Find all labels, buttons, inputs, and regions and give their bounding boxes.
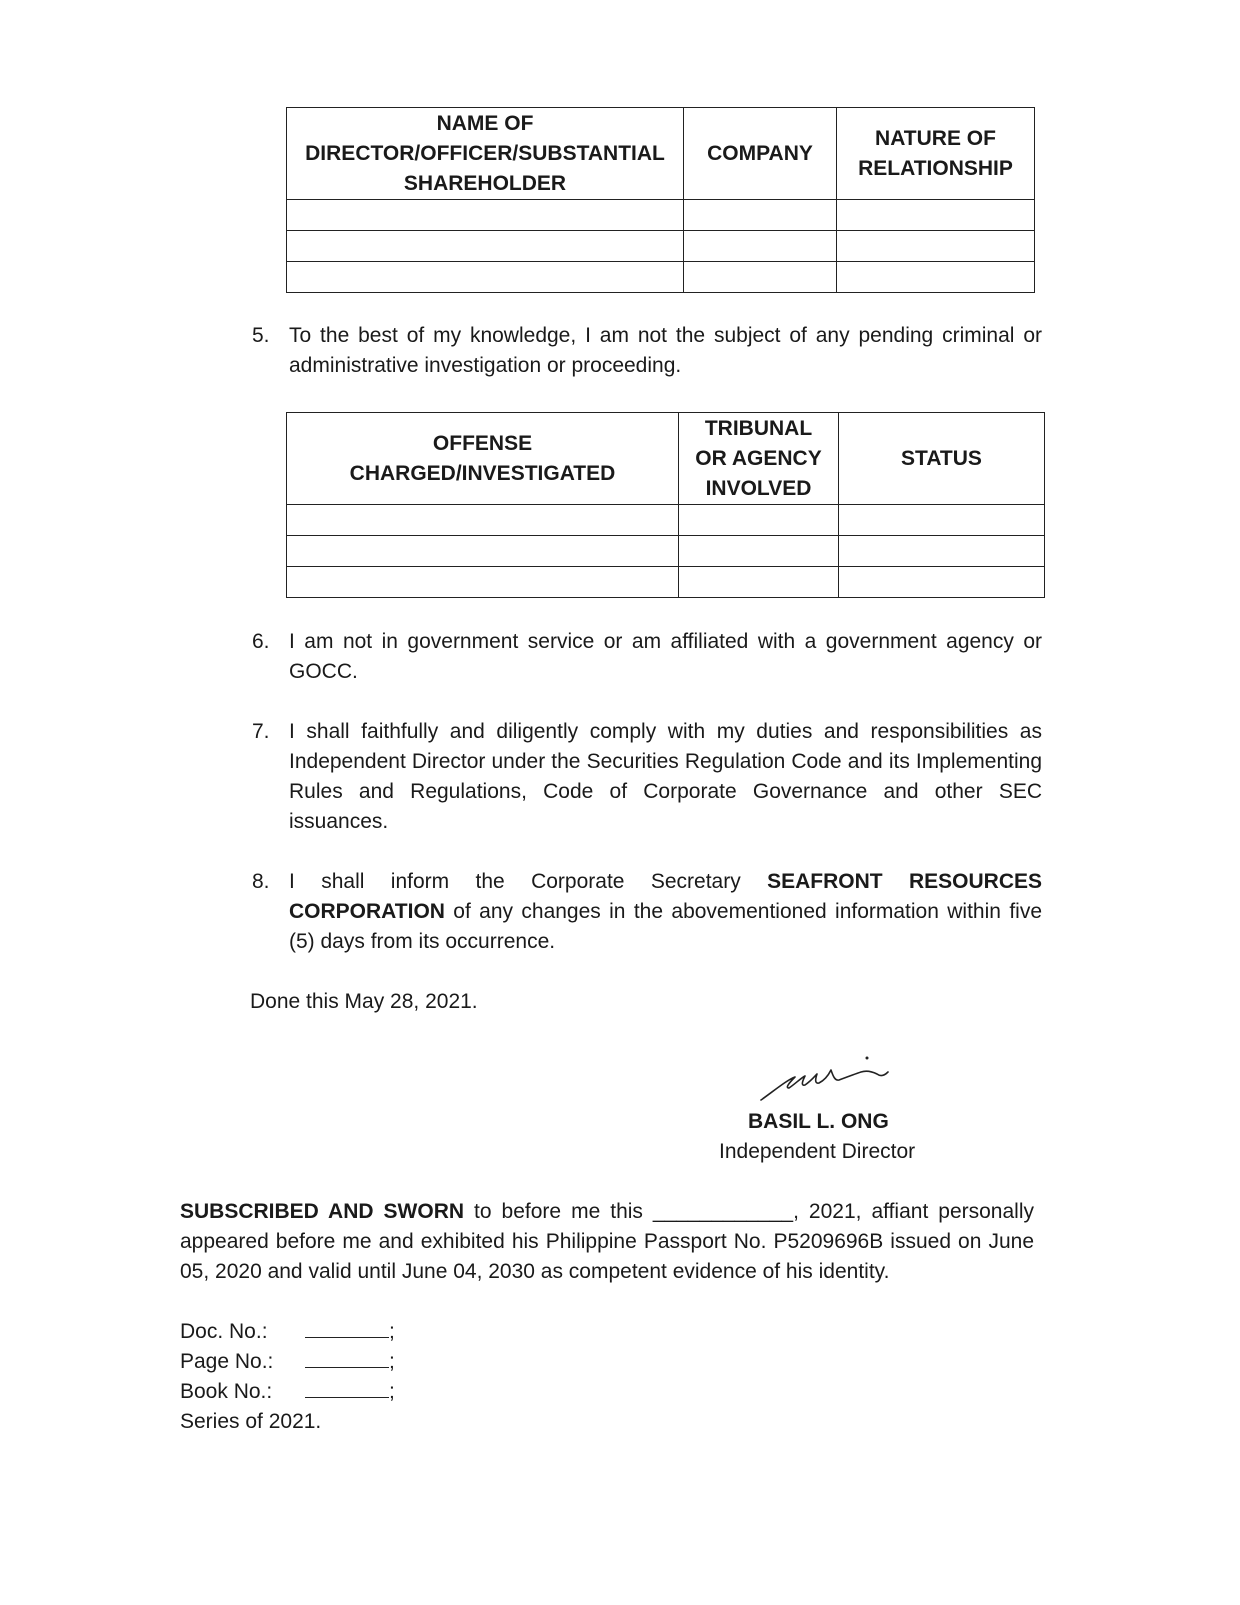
item-8 (252, 867, 1042, 957)
page-no-label: Page No.: (180, 1350, 274, 1373)
table-cell (287, 200, 684, 231)
table-row (287, 200, 1035, 231)
offense-table (286, 412, 1045, 598)
table-row (287, 505, 1045, 536)
relationship-table (286, 107, 1035, 293)
item-number: 6. (252, 630, 270, 653)
table-row (287, 262, 1035, 293)
table-cell (287, 505, 679, 536)
column-header-status: STATUS (839, 413, 1045, 505)
separator: ; (389, 1320, 395, 1343)
table-row (287, 231, 1035, 262)
item-6 (252, 627, 1042, 687)
item-text: I am not in government service or am affiliated with a government agency or GOCC. (289, 630, 1042, 683)
item-number: 7. (252, 720, 270, 743)
signatory-name: BASIL L. ONG (748, 1110, 889, 1133)
signature-mark (755, 1050, 895, 1108)
item-number: 5. (252, 324, 270, 347)
separator: ; (389, 1380, 395, 1403)
table-cell (287, 536, 679, 567)
date-blank: ____________ (652, 1200, 794, 1223)
column-header-company: COMPANY (684, 108, 837, 200)
table-cell (684, 200, 837, 231)
book-no-label: Book No.: (180, 1380, 273, 1403)
table-cell (837, 262, 1035, 293)
column-header-relationship: NATURE OF RELATIONSHIP (837, 108, 1035, 200)
separator: ; (389, 1350, 395, 1373)
table-cell (837, 200, 1035, 231)
table-header-row (287, 413, 1045, 505)
table-cell (287, 567, 679, 598)
table-cell (287, 231, 684, 262)
item-5 (252, 321, 1042, 381)
doc-no-line (180, 1317, 395, 1347)
table-row (287, 536, 1045, 567)
table-cell (679, 567, 839, 598)
table-cell (287, 262, 684, 293)
done-date: Done this May 28, 2021. (250, 990, 478, 1013)
table-cell (839, 505, 1045, 536)
table-cell (837, 231, 1035, 262)
item-text (289, 867, 1042, 957)
doc-no-label: Doc. No.: (180, 1320, 268, 1343)
book-no-line (180, 1377, 395, 1407)
page-no-line (180, 1347, 395, 1377)
table-cell (839, 567, 1045, 598)
doc-no-blank (305, 1317, 389, 1338)
item-number: 8. (252, 870, 270, 893)
item-text: To the best of my knowledge, I am not the subject of any pending criminal or administrative investigation or proceeding. (289, 324, 1042, 377)
table-cell (679, 505, 839, 536)
item-text-post: of any changes in the abovementioned information within five (5) days from its occurrence. (289, 900, 1042, 953)
page-no-blank (305, 1347, 389, 1368)
table-cell (684, 262, 837, 293)
column-header-tribunal: TRIBUNAL OR AGENCY INVOLVED (679, 413, 839, 505)
table-cell (839, 536, 1045, 567)
jurat-text-post: , 2021, affiant personally appeared before me and exhibited his Philippine Passport No. P5209696B issued on June 05, 2020 and valid until June 04, 2030 as competent evidence of his identity. (180, 1200, 1034, 1283)
jurat-heading: SUBSCRIBED AND SWORN (180, 1200, 465, 1223)
item-7 (252, 717, 1042, 837)
series-line: Series of 2021. (180, 1410, 322, 1433)
table-header-row (287, 108, 1035, 200)
table-cell (679, 536, 839, 567)
column-header-offense: OFFENSE CHARGED/INVESTIGATED (287, 413, 679, 505)
table-cell (684, 231, 837, 262)
book-no-blank (305, 1377, 389, 1398)
column-header-name: NAME OF DIRECTOR/OFFICER/SUBSTANTIAL SHAREHOLDER (287, 108, 684, 200)
item-text: I shall faithfully and diligently comply with my duties and responsibilities as Independent Director under the Securities Regulation Code and its Implementing Rules and Regulations, Code of Corporate Governance and other SEC issuances. (289, 720, 1042, 833)
company-name: SEAFRONT RESOURCES CORPORATION (289, 870, 1042, 923)
table-row (287, 567, 1045, 598)
signatory-title: Independent Director (719, 1140, 916, 1163)
jurat-text-pre: to before me this (464, 1200, 653, 1223)
jurat-paragraph (180, 1197, 1034, 1287)
item-text-pre: I shall inform the Corporate Secretary (289, 870, 768, 893)
